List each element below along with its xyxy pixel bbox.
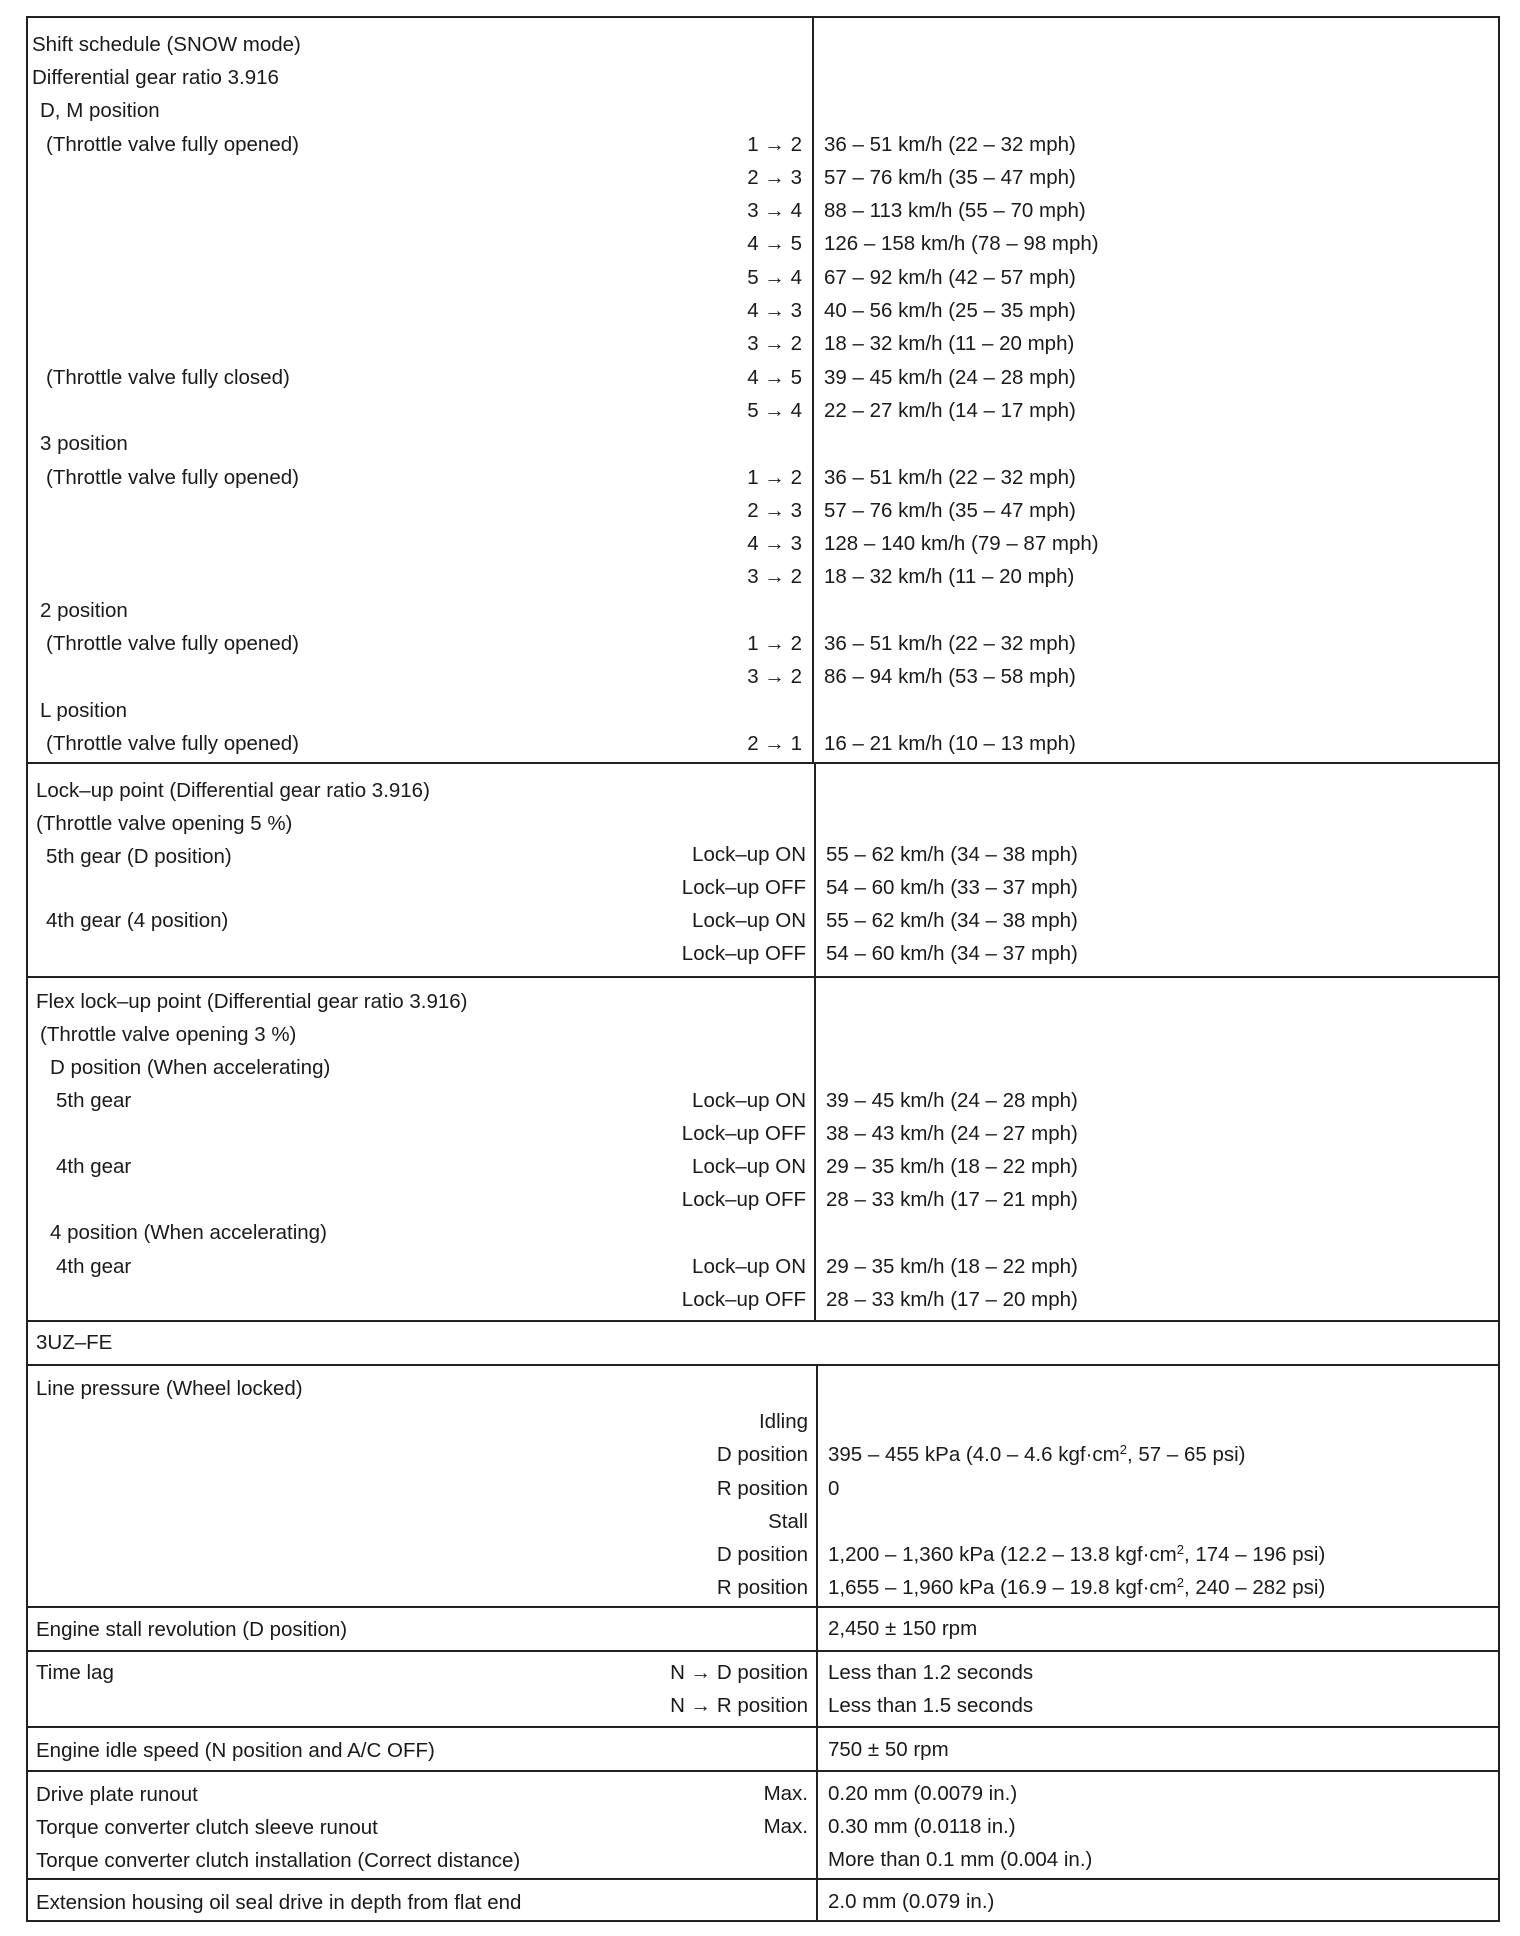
stall-d-pressure: 1,200 – 1,360 kPa (12.2 – 13.8 $kgf\cdot cm^2$, 174 – 196 psi) — [828, 1542, 1326, 1566]
column-divider — [812, 18, 814, 762]
shift-speed: 22 – 27 km/h (14 – 17 mph) — [824, 399, 1076, 422]
throttle-label: (Throttle valve fully closed) — [46, 366, 290, 389]
lockup-on-label: Lock–up ON — [692, 1255, 806, 1278]
lockup-off-speed: 38 – 43 km/h (24 – 27 mph) — [826, 1122, 1078, 1145]
shift-speed: 88 – 113 km/h (55 – 70 mph) — [824, 199, 1086, 222]
oil-seal-value: 2.0 mm (0.079 in.) — [828, 1890, 995, 1913]
sleeve-label: Torque converter clutch sleeve runout — [36, 1816, 378, 1839]
shift-speed: 39 – 45 km/h (24 – 28 mph) — [824, 366, 1076, 389]
idle-speed-value: 750 ± 50 rpm — [828, 1738, 949, 1761]
shift-speed: 86 – 94 km/h (53 – 58 mph) — [824, 665, 1076, 688]
n-to-r-label: N → R position — [670, 1694, 808, 1717]
time-lag-section — [26, 1650, 1500, 1726]
flex-lockup-title: Flex lock–up point (Differential gear ratio 3.916) — [36, 990, 468, 1013]
n-to-r-value: Less than 1.5 seconds — [828, 1694, 1034, 1717]
shift-gear: 5 → 4 — [747, 399, 802, 422]
shift-speed: 40 – 56 km/h (25 – 35 mph) — [824, 299, 1076, 322]
oil-seal-label: Extension housing oil seal drive in depth from flat end — [36, 1891, 522, 1914]
stall-r-pressure: 1,655 – 1,960 kPa (16.9 – 19.8 $kgf\cdot cm^2$, 240 – 282 psi) — [828, 1575, 1326, 1599]
idling-r-pressure: 0 — [828, 1477, 840, 1500]
lockup-gear-label: 4th gear (4 position) — [46, 909, 229, 932]
line-pressure-title: Line pressure (Wheel locked) — [36, 1377, 303, 1400]
column-divider — [816, 1608, 818, 1650]
lockup-off-speed: 28 – 33 km/h (17 – 21 mph) — [826, 1188, 1078, 1211]
shift-speed: 57 – 76 km/h (35 – 47 mph) — [824, 499, 1076, 522]
lockup-off-label: Lock–up OFF — [681, 1122, 806, 1145]
column-divider — [816, 1728, 818, 1770]
shift-speed: 128 – 140 km/h (79 – 87 mph) — [824, 532, 1099, 555]
lockup-on-label: Lock–up ON — [692, 1089, 806, 1112]
stall-revolution-value: 2,450 ± 150 rpm — [828, 1617, 978, 1640]
flex-lockup-throttle: (Throttle valve opening 3 %) — [40, 1023, 297, 1046]
shift-speed: 57 – 76 km/h (35 – 47 mph) — [824, 166, 1076, 189]
flex-position-label: 4 position (When accelerating) — [50, 1221, 327, 1244]
lockup-off-label: Lock–up OFF — [681, 1188, 806, 1211]
lockup-on-speed: 39 – 45 km/h (24 – 28 mph) — [826, 1089, 1078, 1112]
shift-speed: 16 – 21 km/h (10 – 13 mph) — [824, 732, 1076, 755]
position-label: L position — [40, 699, 127, 722]
flex-lockup-section — [26, 976, 1500, 1320]
install-value: More than 0.1 mm (0.004 in.) — [828, 1848, 1093, 1871]
column-divider — [814, 978, 816, 1320]
shift-speed: 36 – 51 km/h (22 – 32 mph) — [824, 133, 1076, 156]
throttle-label: (Throttle valve fully opened) — [46, 632, 299, 655]
idle-speed-label: Engine idle speed (N position and A/C OFF) — [36, 1739, 435, 1762]
d-position-label: D position — [716, 1543, 808, 1566]
lockup-on-speed: 55 – 62 km/h (34 – 38 mph) — [826, 843, 1078, 866]
r-position-label: R position — [716, 1576, 808, 1599]
line-pressure-section — [26, 1364, 1500, 1606]
lockup-on-label: Lock–up ON — [692, 1155, 806, 1178]
lockup-on-speed: 29 – 35 km/h (18 – 22 mph) — [826, 1255, 1078, 1278]
r-position-label: R position — [716, 1477, 808, 1500]
throttle-label: (Throttle valve fully opened) — [46, 133, 299, 156]
runout-section — [26, 1770, 1500, 1878]
shift-gear: 3 → 2 — [747, 332, 802, 355]
shift-gear: 2 → 3 — [747, 166, 802, 189]
lockup-off-speed: 54 – 60 km/h (34 – 37 mph) — [826, 942, 1078, 965]
throttle-label: (Throttle valve fully opened) — [46, 466, 299, 489]
lockup-on-label: Lock–up ON — [692, 843, 806, 866]
time-lag-label: Time lag — [36, 1661, 114, 1684]
shift-speed: 67 – 92 km/h (42 – 57 mph) — [824, 266, 1076, 289]
column-divider — [816, 1366, 818, 1606]
spec-table — [26, 16, 1500, 1922]
oil-seal-section — [26, 1878, 1500, 1922]
n-to-d-label: N → D position — [670, 1661, 808, 1684]
snow-ratio: Differential gear ratio 3.916 — [32, 66, 279, 89]
shift-speed: 18 – 32 km/h (11 – 20 mph) — [824, 332, 1075, 355]
lockup-title: Lock–up point (Differential gear ratio 3.916) — [36, 779, 430, 802]
lockup-off-speed: 28 – 33 km/h (17 – 20 mph) — [826, 1288, 1078, 1311]
shift-gear: 4 → 3 — [747, 532, 802, 555]
shift-speed: 18 – 32 km/h (11 – 20 mph) — [824, 565, 1075, 588]
shift-gear: 1 → 2 — [747, 133, 802, 156]
drive-plate-label: Drive plate runout — [36, 1783, 198, 1806]
engine-code-section — [26, 1320, 1500, 1364]
flex-gear-label: 4th gear — [56, 1255, 132, 1278]
lockup-off-label: Lock–up OFF — [681, 876, 806, 899]
lockup-point-section — [26, 762, 1500, 976]
shift-gear: 2 → 1 — [747, 732, 802, 755]
lockup-on-label: Lock–up ON — [692, 909, 806, 932]
shift-speed: 126 – 158 km/h (78 – 98 mph) — [824, 232, 1099, 255]
lockup-off-label: Lock–up OFF — [681, 1288, 806, 1311]
shift-gear: 1 → 2 — [747, 632, 802, 655]
shift-gear: 3 → 2 — [747, 665, 802, 688]
shift-gear: 1 → 2 — [747, 466, 802, 489]
snow-title: Shift schedule (SNOW mode) — [32, 33, 301, 56]
snow-shift-schedule-section — [26, 16, 1500, 762]
lockup-on-speed: 55 – 62 km/h (34 – 38 mph) — [826, 909, 1078, 932]
flex-gear-label: 5th gear — [56, 1089, 132, 1112]
sleeve-max: Max. — [763, 1815, 808, 1838]
d-position-label: D position — [716, 1443, 808, 1466]
stall-label: Stall — [768, 1510, 808, 1533]
shift-gear: 5 → 4 — [747, 266, 802, 289]
shift-gear: 4 → 3 — [747, 299, 802, 322]
lockup-on-speed: 29 – 35 km/h (18 – 22 mph) — [826, 1155, 1078, 1178]
flex-position-label: D position (When accelerating) — [50, 1056, 331, 1079]
lockup-off-speed: 54 – 60 km/h (33 – 37 mph) — [826, 876, 1078, 899]
throttle-label: (Throttle valve fully opened) — [46, 732, 299, 755]
n-to-d-value: Less than 1.2 seconds — [828, 1661, 1034, 1684]
drive-plate-max: Max. — [763, 1782, 808, 1805]
stall-revolution-section — [26, 1606, 1500, 1650]
shift-gear: 2 → 3 — [747, 499, 802, 522]
position-label: 2 position — [40, 599, 128, 622]
position-label: 3 position — [40, 432, 128, 455]
idling-d-pressure: 395 – 455 kPa (4.0 – 4.6 $kgf\cdot cm^2$, 57 – 65 psi) — [828, 1442, 1246, 1466]
shift-gear: 3 → 2 — [747, 565, 802, 588]
shift-gear: 4 → 5 — [747, 366, 802, 389]
lockup-gear-label: 5th gear (D position) — [46, 845, 232, 868]
flex-gear-label: 4th gear — [56, 1155, 132, 1178]
drive-plate-value: 0.20 mm (0.0079 in.) — [828, 1782, 1018, 1805]
idling-label: Idling — [758, 1410, 808, 1433]
engine-code: 3UZ–FE — [36, 1331, 113, 1354]
shift-speed: 36 – 51 km/h (22 – 32 mph) — [824, 466, 1076, 489]
install-label: Torque converter clutch installation (Correct distance) — [36, 1849, 521, 1872]
column-divider — [816, 1772, 818, 1878]
lockup-throttle: (Throttle valve opening 5 %) — [36, 812, 293, 835]
shift-speed: 36 – 51 km/h (22 – 32 mph) — [824, 632, 1076, 655]
shift-gear: 3 → 4 — [747, 199, 802, 222]
shift-gear: 4 → 5 — [747, 232, 802, 255]
sleeve-value: 0.30 mm (0.0118 in.) — [828, 1815, 1016, 1838]
column-divider — [816, 1880, 818, 1920]
position-label: D, M position — [40, 99, 160, 122]
column-divider — [816, 1652, 818, 1726]
lockup-off-label: Lock–up OFF — [681, 942, 806, 965]
column-divider — [814, 764, 816, 976]
stall-revolution-label: Engine stall revolution (D position) — [36, 1618, 348, 1641]
idle-speed-section — [26, 1726, 1500, 1770]
